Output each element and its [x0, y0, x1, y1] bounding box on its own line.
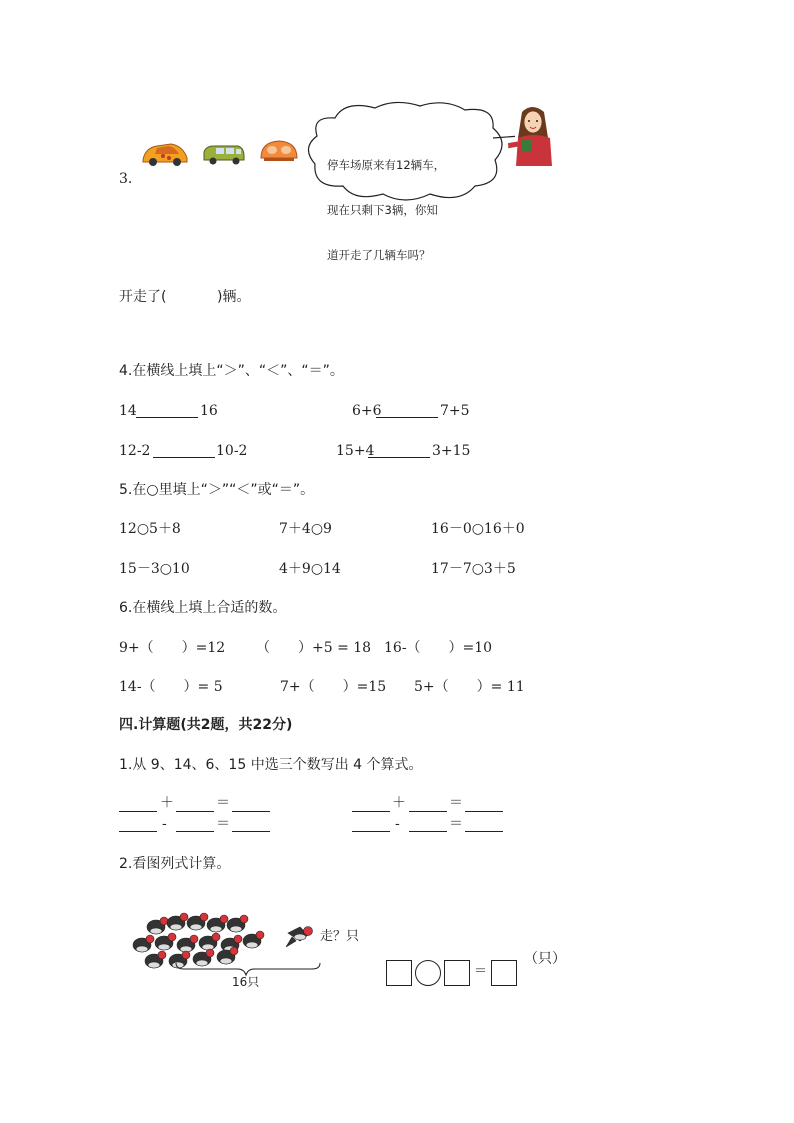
answer-box[interactable] — [444, 960, 470, 986]
minus-sign: - — [395, 816, 400, 832]
q4-r2-blank-a[interactable] — [153, 457, 215, 458]
equals-sign: ＝ — [216, 816, 230, 832]
q3-answer-blank[interactable] — [182, 288, 216, 306]
q4-r1-left-a: 14 — [119, 403, 137, 419]
bubble-line: 道开走了几辆车吗？ — [327, 248, 431, 262]
girl-illustration — [508, 104, 558, 168]
q3-number: 3. — [119, 171, 133, 187]
q3-answer-suffix: )辆。 — [217, 289, 251, 305]
bubble-line: 现在只剩下3辆，你知 — [327, 203, 438, 217]
q3-answer-prefix: 开走了( — [119, 289, 167, 305]
van-green-icon — [202, 142, 246, 166]
calc1-blank[interactable] — [176, 811, 214, 812]
plus-sign: ＋ — [392, 795, 406, 811]
q6-item[interactable]: 9+（ ）=12 — [119, 640, 226, 656]
q6-title: 6.在横线上填上合适的数。 — [119, 600, 287, 616]
q5-item[interactable]: 4＋9○14 — [279, 561, 341, 577]
q5-item[interactable]: 7＋4○9 — [279, 521, 332, 537]
q4-title: 4.在横线上填上“＞”、“＜”、“＝”。 — [119, 363, 344, 379]
q6-item[interactable]: 16-（ ）=10 — [384, 640, 493, 656]
q6-item[interactable]: 7+（ ）=15 — [280, 679, 387, 695]
calc1-blank[interactable] — [465, 831, 503, 832]
calc1-blank[interactable] — [352, 831, 390, 832]
q5-item[interactable]: 15－3○10 — [119, 561, 190, 577]
calc1-blank[interactable] — [119, 831, 157, 832]
calc2-title: 2.看图列式计算。 — [119, 856, 231, 872]
q4-r1-right-a: 16 — [200, 403, 218, 419]
car-orange-icon — [139, 138, 191, 168]
q4-r2-right-a: 10-2 — [216, 443, 248, 459]
q4-r1-right-b: 7+5 — [440, 403, 470, 419]
unit-label: （只） — [524, 951, 566, 967]
answer-box[interactable] — [386, 960, 412, 986]
calc1-blank[interactable] — [409, 811, 447, 812]
equals-sign: ＝ — [449, 816, 463, 832]
calc1-blank[interactable] — [409, 831, 447, 832]
equals-sign: ＝ — [216, 795, 230, 811]
equals-sign: ＝ — [449, 795, 463, 811]
calc1-blank[interactable] — [232, 811, 270, 812]
calc1-blank[interactable] — [119, 811, 157, 812]
bubble-text — [327, 128, 445, 278]
q4-r2-right-b: 3+15 — [432, 443, 471, 459]
total-label: 16只 — [232, 975, 260, 989]
q4-r1-blank-a[interactable] — [136, 417, 198, 418]
flew-label: 走？只 — [320, 929, 360, 944]
q5-item[interactable]: 12○5＋8 — [119, 521, 181, 537]
calc1-blank[interactable] — [352, 811, 390, 812]
calc1-blank[interactable] — [176, 831, 214, 832]
bubble-line: 停车场原来有12辆车， — [327, 158, 446, 172]
q6-item[interactable]: （ ）+5 = 18 — [256, 640, 372, 656]
calc1-blank[interactable] — [465, 811, 503, 812]
q4-r2-left-a: 12-2 — [119, 443, 151, 459]
minus-sign: - — [162, 816, 167, 832]
q4-r2-left-b: 15+4 — [336, 443, 375, 459]
operator-circle[interactable] — [415, 960, 441, 986]
birds-illustration — [128, 905, 328, 987]
plus-sign: ＋ — [160, 795, 174, 811]
q6-item[interactable]: 5+（ ）= 11 — [414, 679, 525, 695]
q4-r2-blank-b[interactable] — [368, 457, 430, 458]
q4-r1-left-b: 6+6 — [352, 403, 382, 419]
answer-box[interactable] — [491, 960, 517, 986]
q5-title: 5.在○里填上“＞”“＜”或“＝”。 — [119, 482, 315, 498]
q5-item[interactable]: 16－0○16＋0 — [431, 521, 525, 537]
section-heading: 四.计算题(共2题，共22分) — [119, 717, 293, 733]
q5-item[interactable]: 17－7○3＋5 — [431, 561, 516, 577]
equals-sign: ＝ — [474, 964, 488, 979]
beetle-car-icon — [258, 136, 300, 166]
q4-r1-blank-b[interactable] — [376, 417, 438, 418]
q6-item[interactable]: 14-（ ）= 5 — [119, 679, 223, 695]
calc1-title: 1.从 9、14、6、15 中选三个数写出 4 个算式。 — [119, 757, 423, 773]
calc1-blank[interactable] — [232, 831, 270, 832]
